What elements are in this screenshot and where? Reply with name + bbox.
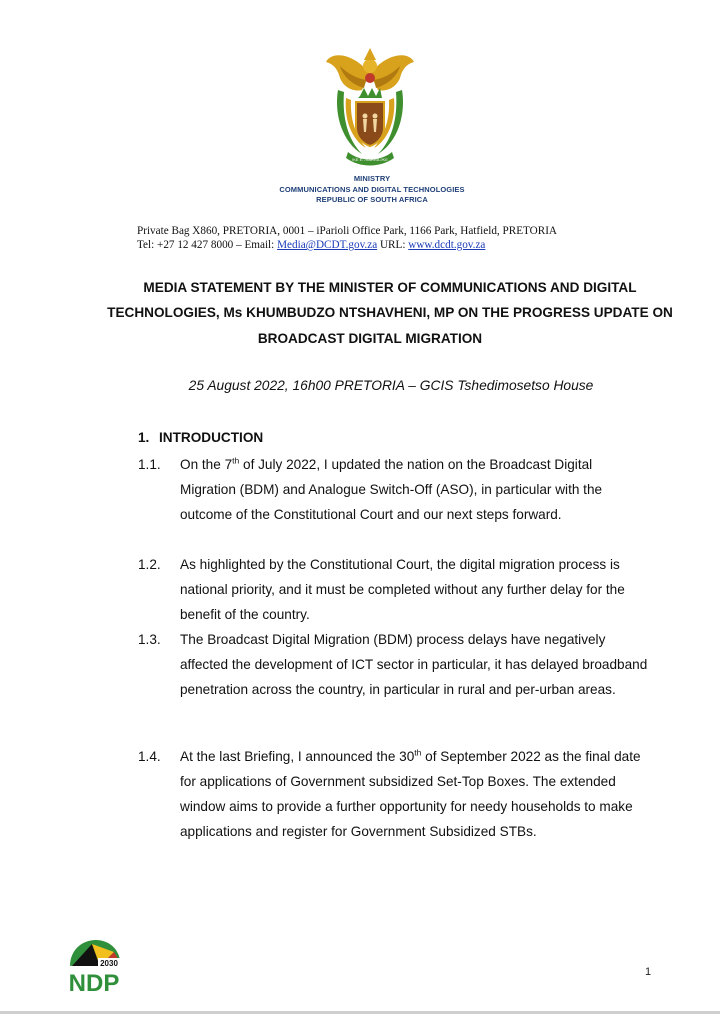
page-number: 1 — [645, 966, 652, 978]
statement-title-line-3: BROADCAST DIGITAL MIGRATION — [257, 331, 483, 346]
paragraph-text: The Broadcast Digital Migration (BDM) process delays have negatively affected the development of ICT sector in particular, it has delayed broadband penetration across the country, in particular in rural and per-urban areas. — [180, 632, 648, 697]
emblem-motto: !KE E: /XARRA //KE — [352, 157, 388, 162]
dateline: 25 August 2022, 16h00 PRETORIA – GCIS Tshedimosetso House — [188, 378, 594, 393]
section-title: INTRODUCTION — [159, 430, 264, 445]
section-number: 1. — [138, 430, 150, 445]
website-link[interactable]: www.dcdt.gov.za — [408, 239, 486, 251]
ndp-year: 2030 — [100, 959, 118, 968]
section-heading — [138, 430, 263, 445]
url-label: URL: — [377, 239, 409, 251]
ministry-country: REPUBLIC OF SOUTH AFRICA — [316, 195, 428, 204]
ndp-2030-logo — [62, 936, 126, 994]
coat-of-arms-emblem — [320, 44, 420, 170]
postal-address: Private Bag X860, PRETORIA, 0001 – iParioli Office Park, 1166 Park, Hatfield, PRETORIA — [137, 225, 558, 237]
tel-text: Tel: +27 12 427 8000 – Email: — [137, 239, 278, 251]
paragraph-number: 1.1. — [138, 457, 161, 472]
email-link[interactable]: Media@DCDT.gov.za — [277, 239, 378, 251]
statement-title-line-1: MEDIA STATEMENT BY THE MINISTER OF COMMUNICATIONS AND DIGITAL — [143, 280, 637, 295]
ndp-wordmark: NDP — [68, 970, 120, 994]
paragraph-text: As highlighted by the Constitutional Court, the digital migration process is national priority, and it must be completed without any further delay for the benefit of the country. — [180, 557, 625, 622]
paragraph-text-end: of July 2022, I updated the nation on the Broadcast Digital Migration (BDM) and Analogue Switch-Off (ASO), in particular with the outcome of the Constitutional Court and our next steps forward. — [180, 457, 603, 522]
ordinal-suffix: th — [414, 747, 422, 758]
contact-line — [137, 238, 485, 252]
paragraph-text-start: On the 7 — [180, 457, 233, 472]
paragraph-text-end: of September 2022 as the final date for applications of Government subsidized Set-Top Boxes. The extended window aims to provide a further opportunity for needy households to make applications and register for Government Subsidized STBs. — [180, 749, 641, 839]
paragraph-text-start: At the last Briefing, I announced the 30 — [180, 749, 415, 764]
ordinal-suffix: th — [232, 455, 240, 466]
ministry-department: COMMUNICATIONS AND DIGITAL TECHNOLOGIES — [279, 185, 465, 194]
statement-title-line-2: TECHNOLOGIES, Ms KHUMBUDZO NTSHAVHENI, MP ON THE PROGRESS UPDATE ON — [107, 305, 673, 320]
ministry-label: MINISTRY — [353, 174, 391, 183]
paragraph-number: 1.4. — [138, 749, 161, 764]
paragraph-text — [180, 744, 650, 844]
paragraph-text — [180, 452, 650, 527]
paragraph-number: 1.2. — [138, 557, 161, 572]
paragraph-number: 1.3. — [138, 632, 161, 647]
